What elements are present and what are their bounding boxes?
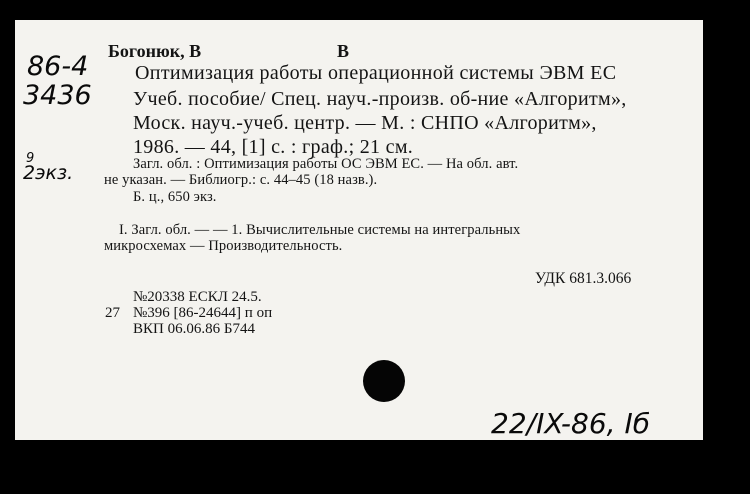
handwritten-copies: 2экз. (23, 162, 74, 184)
handwritten-shelf-number-bottom: 3436 (23, 80, 92, 111)
note-line-2: не указан. — Библиогр.: с. 44–45 (18 назв.). (104, 172, 378, 188)
registry-prefix: 27 (105, 305, 120, 321)
imprint-line-1: Учеб. пособие/ Спец. науч.-произв. об-ние «Алгоритм», (133, 88, 627, 110)
udk-code: УДК 681.3.066 (535, 270, 632, 287)
author-letter-mark: В (337, 41, 350, 61)
tracing-line-1: I. Загл. обл. — — 1. Вычислительные системы на интегральных (119, 222, 521, 238)
registry-line-2: №396 [86-24644] п оп (133, 305, 273, 321)
registry-line-1: №20338 ЕСКЛ 24.5. (133, 289, 262, 305)
book-title: Оптимизация работы операционной системы ЭВМ ЕС (135, 62, 617, 84)
handwritten-shelf-number-top: 86-4 (27, 51, 89, 82)
catalog-card (15, 20, 703, 440)
author-heading: Богонюк, В (108, 41, 202, 61)
note-line-3: Б. ц., 650 экз. (133, 189, 217, 205)
imprint-line-3: 1986. — 44, [1] с. : граф.; 21 см. (133, 136, 414, 158)
tracing-line-2: микросхемах — Производительность. (104, 238, 343, 254)
note-line-1: Загл. обл. : Оптимизация работы ОС ЭВМ ЕС. — На обл. авт. (133, 156, 519, 172)
registry-line-3: ВКП 06.06.86 Б744 (133, 321, 255, 337)
card-punch-hole (363, 360, 405, 402)
handwritten-copies-mark: 9 (26, 151, 35, 166)
handwritten-date: 22/IX-86, Iб (491, 407, 650, 440)
imprint-line-2: Моск. науч.-учеб. центр. — М. : СНПО «Алгоритм», (133, 112, 597, 134)
